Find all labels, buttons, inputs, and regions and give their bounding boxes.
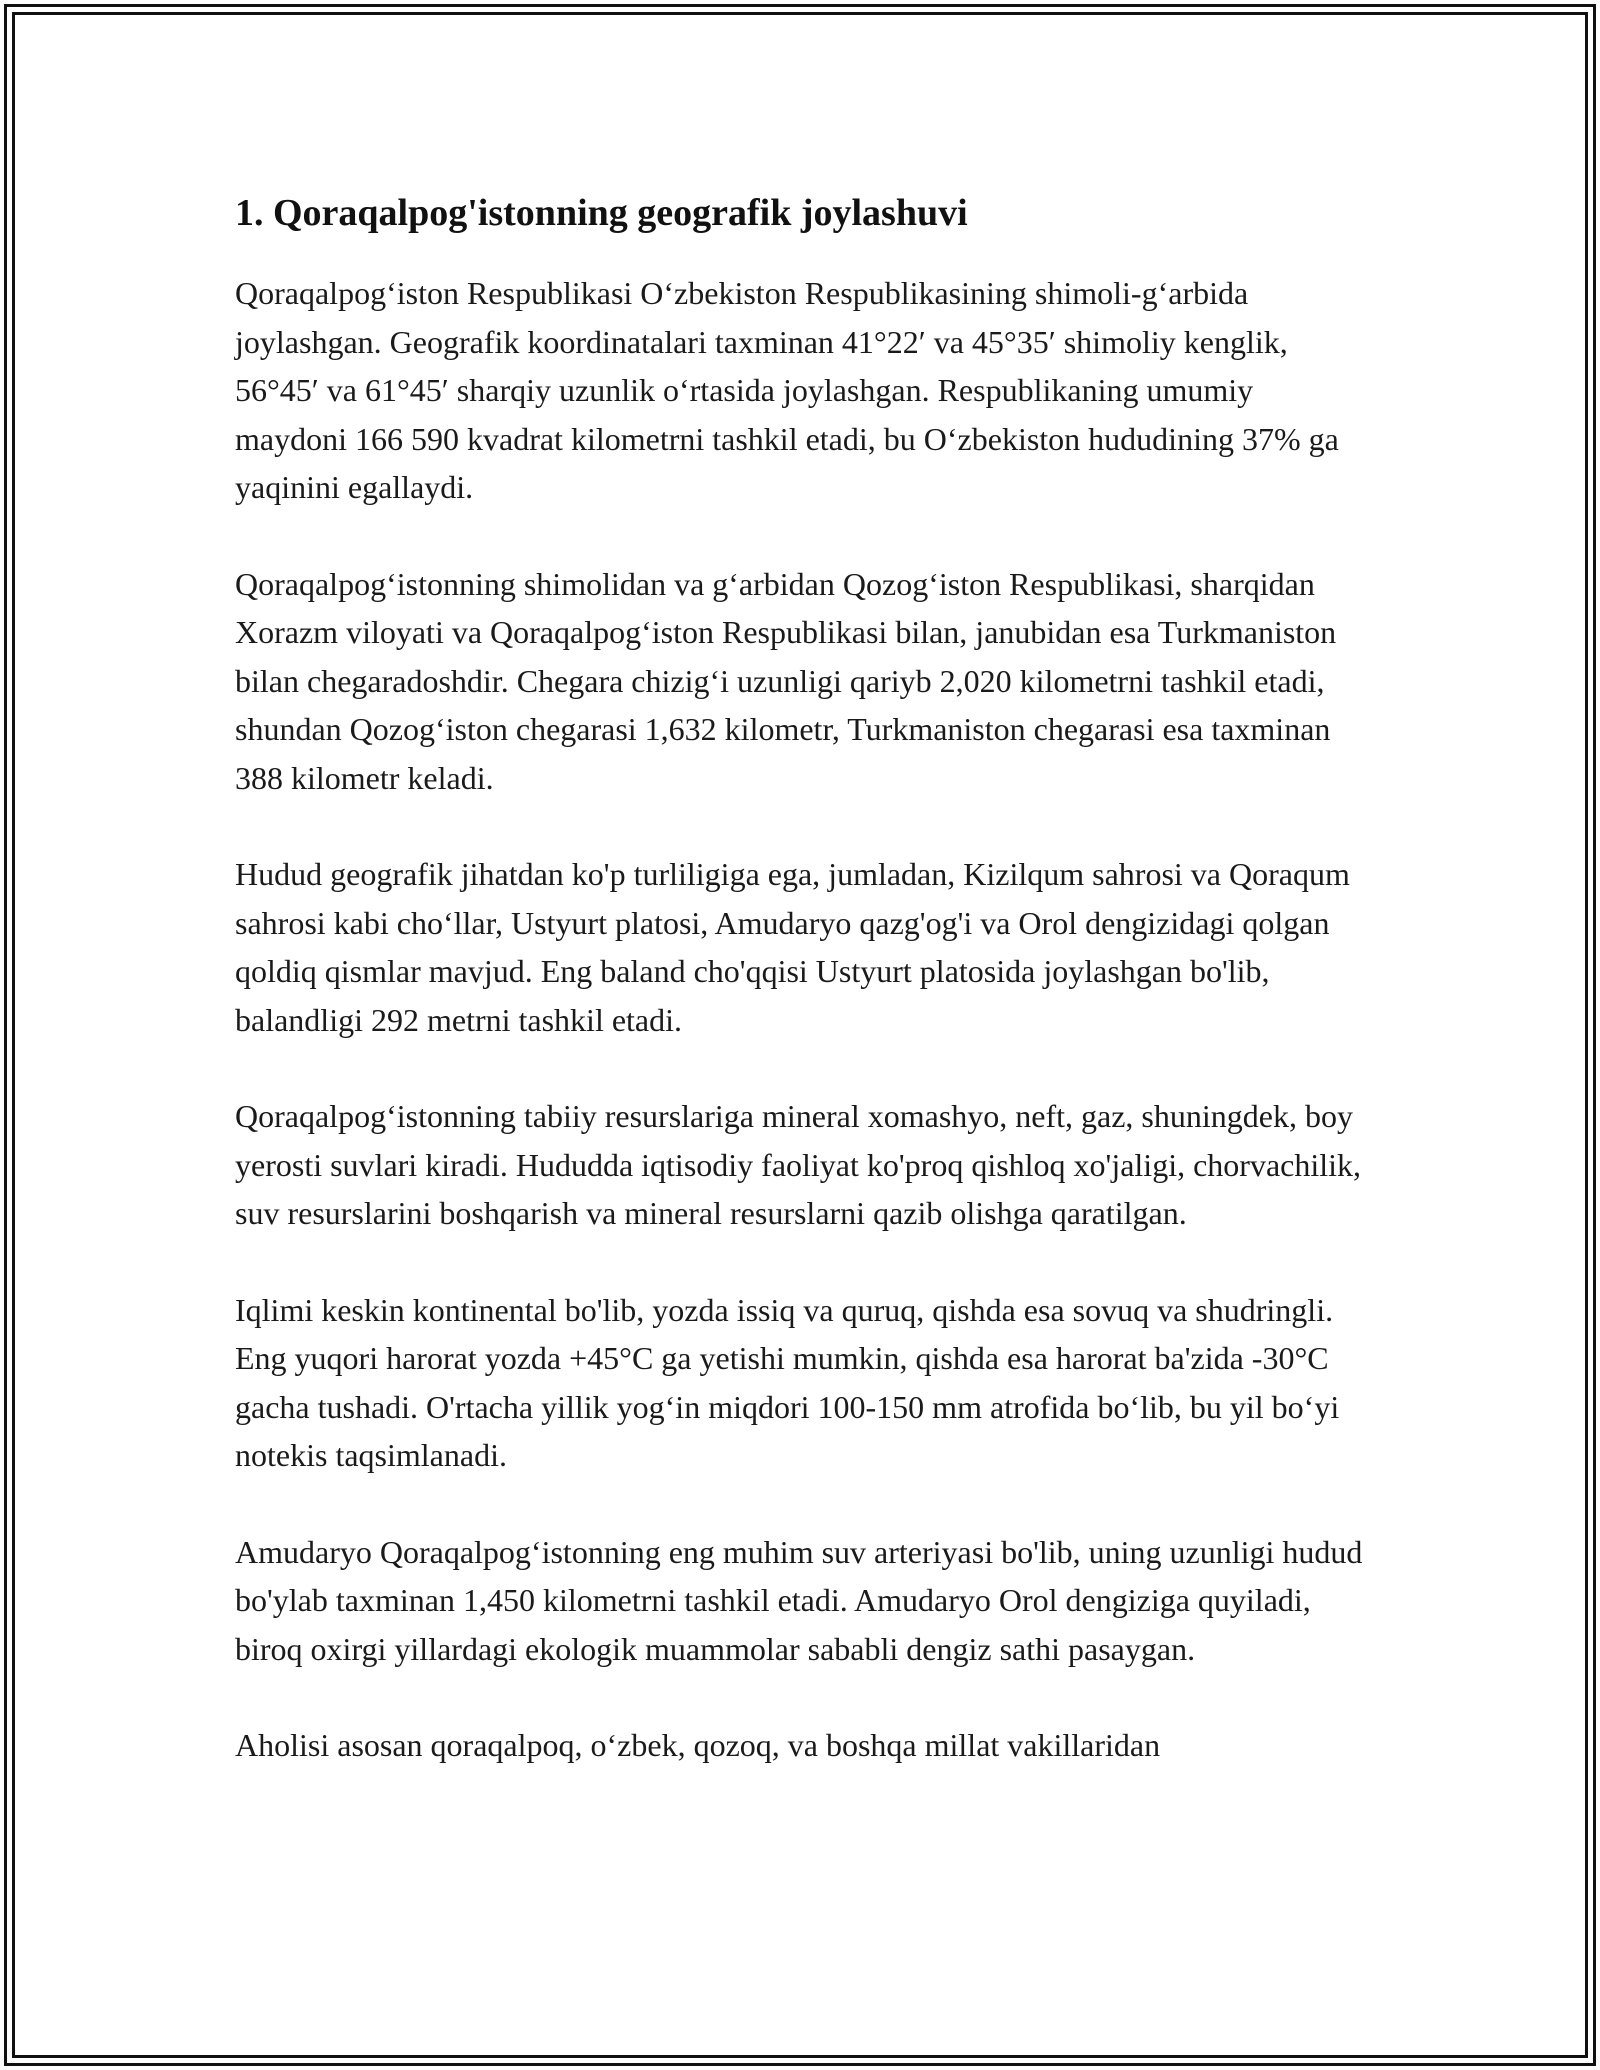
- document-body: [235, 187, 1370, 1818]
- paragraph-climate: Iqlimi keskin kontinental bo'lib, yozda issiq va quruq, qishda esa sovuq va shudringli. Eng yuqori harorat yozda +45°C ga yetishi mumkin, qishda esa harorat ba'zida -30°C gacha tushadi. O'rtacha yillik yog‘in miqdori 100-150 mm atrofida bo‘lib, bu yil bo‘yi notekis taqsimlanadi.: [235, 1291, 1340, 1473]
- paragraph-resources: Qoraqalpog‘istonning tabiiy resurslariga mineral xomashyo, neft, gaz, shuningdek, boy yerosti suvlari kiradi. Hududda iqtisodiy faoliyat ko'proq qishloq xo'jaligi, chorvachilik, suv resurslarini boshqarish va mineral resurslarni qazib olishga qaratilgan.: [235, 1098, 1362, 1231]
- paragraph-population: Aholisi asosan qoraqalpoq, o‘zbek, qozoq, va boshqa millat vakillaridan: [235, 1727, 1161, 1763]
- paragraph-borders: Qoraqalpog‘istonning shimolidan va g‘arbidan Qozog‘iston Respublikasi, sharqidan Xorazm viloyati va Qoraqalpog‘iston Respublikasi bilan, janubidan esa Turkmaniston bilan chegaradoshdir. Chegara chizig‘i uzunligi qariyb 2,020 kilometrni tashkil etadi, shundan Qozog‘iston chegarasi 1,632 kilometr, Turkmaniston chegarasi esa taxminan 388 kilometr keladi.: [235, 565, 1337, 796]
- paragraph-terrain: Hudud geografik jihatdan ko'p turliligiga ega, jumladan, Kizilqum sahrosi va Qoraqum sahrosi kabi cho‘llar, Ustyurt platosi, Amudaryo qazg'og'i va Orol dengizidagi qolgan qoldiq qismlar mavjud. Eng baland cho'qqisi Ustyurt platosida joylashgan bo'lib, balandligi 292 metrni tashkil etadi.: [235, 856, 1350, 1038]
- paragraph-amudaryo: Amudaryo Qoraqalpog‘istonning eng muhim suv arteriyasi bo'lib, uning uzunligi hudud bo'ylab taxminan 1,450 kilometrni tashkil etadi. Amudaryo Orol dengiziga quyiladi, biroq oxirgi yillardagi ekologik muammolar sababli dengiz sathi pasaygan.: [235, 1533, 1363, 1667]
- paragraph-location: Qoraqalpog‘iston Respublikasi O‘zbekiston Respublikasining shimoli-g‘arbida joylashgan. Geografik koordinatalari taxminan 41°22′ va 45°35′ shimoliy kenglik, 56°45′ va 61°45′ sharqiy uzunlik o‘rtasida joylashgan. Respublikaning umumiy maydoni 166 590 kvadrat kilometrni tashkil etadi, bu O‘zbekiston hududining 37% ga yaqinini egallaydi.: [235, 275, 1339, 505]
- section-heading: 1. Qoraqalpog'istonning geografik joylashuvi: [235, 192, 968, 234]
